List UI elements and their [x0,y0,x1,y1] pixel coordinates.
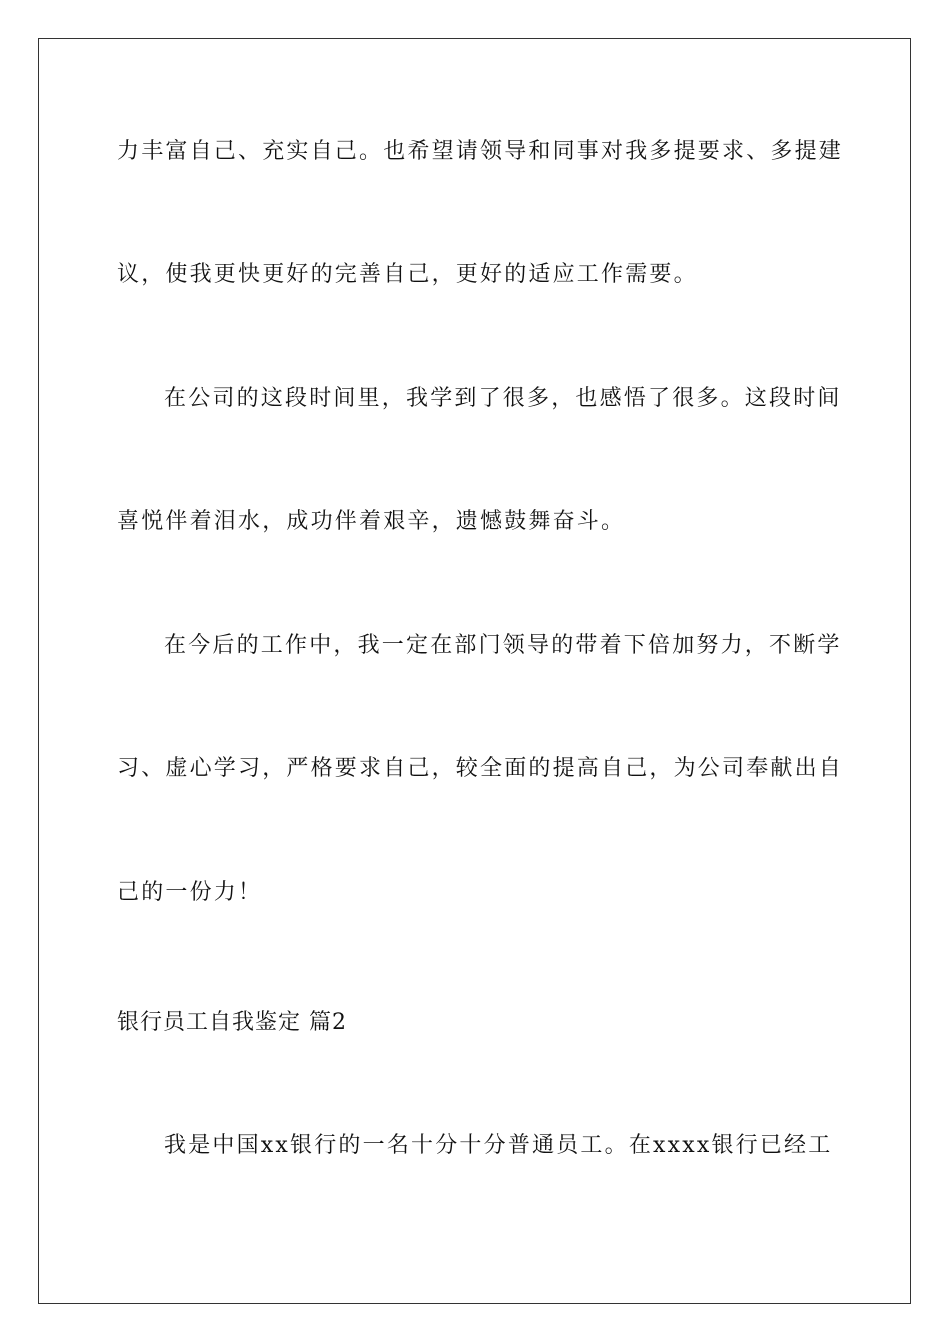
paragraph-line-7: 己的一份力！ [117,880,263,905]
paragraph-line-5: 在今后的工作中，我一定在部门领导的带着下倍加努力，不断学 [164,633,842,658]
paragraph-line-8: 我是中国xx银行的一名十分十分普通员工。在xxxx银行已经工 [164,1133,833,1158]
page-border [38,38,911,1304]
paragraph-line-6: 习、虚心学习，严格要求自己，较全面的提高自己，为公司奉献出自 [117,756,844,781]
paragraph-line-2: 议，使我更快更好的完善自己，更好的适应工作需要。 [117,262,698,287]
paragraph-line-4: 喜悦伴着泪水，成功伴着艰辛，遗憾鼓舞奋斗。 [117,509,626,534]
paragraph-line-3: 在公司的这段时间里，我学到了很多，也感悟了很多。这段时间 [164,386,842,411]
section-heading: 银行员工自我鉴定 篇2 [117,1010,347,1035]
paragraph-line-1: 力丰富自己、充实自己。也希望请领导和同事对我多提要求、多提建 [117,139,844,164]
